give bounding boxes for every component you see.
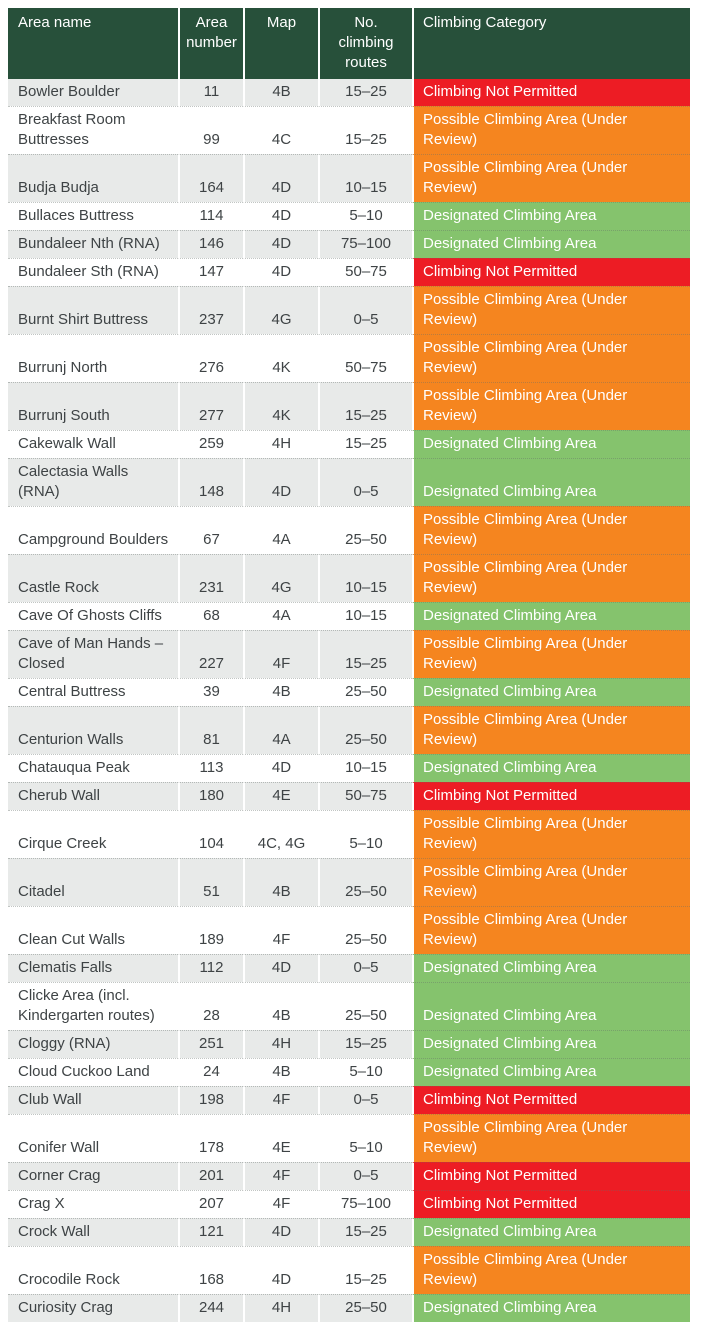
area-name-cell: Crock Wall — [8, 1218, 178, 1246]
area-number-cell: 277 — [178, 382, 243, 430]
routes-cell: 15–25 — [318, 79, 412, 106]
area-name-cell: Castle Rock — [8, 554, 178, 602]
routes-cell: 25–50 — [318, 706, 412, 754]
map-cell: 4F — [243, 630, 318, 678]
area-number-cell: 146 — [178, 230, 243, 258]
table-row — [8, 258, 690, 286]
category-cell: Possible Climbing Area (Under Review) — [412, 554, 690, 602]
area-number-cell: 259 — [178, 430, 243, 458]
routes-cell: 25–50 — [318, 506, 412, 554]
table-row — [8, 602, 690, 630]
table-row — [8, 1114, 690, 1162]
routes-cell: 10–15 — [318, 602, 412, 630]
table-row — [8, 458, 690, 506]
table-row — [8, 754, 690, 782]
routes-cell: 10–15 — [318, 754, 412, 782]
area-number-cell: 68 — [178, 602, 243, 630]
routes-cell: 15–25 — [318, 1218, 412, 1246]
map-cell: 4B — [243, 858, 318, 906]
header-row — [8, 8, 690, 79]
category-cell: Designated Climbing Area — [412, 1058, 690, 1086]
area-name-cell: Crag X — [8, 1190, 178, 1218]
category-cell: Possible Climbing Area (Under Review) — [412, 906, 690, 954]
table-row — [8, 906, 690, 954]
area-name-cell: Cave Of Ghosts Cliffs — [8, 602, 178, 630]
map-cell: 4D — [243, 1218, 318, 1246]
table-row — [8, 630, 690, 678]
map-cell: 4E — [243, 1114, 318, 1162]
routes-cell: 5–10 — [318, 1058, 412, 1086]
table-row — [8, 334, 690, 382]
area-number-cell: 164 — [178, 154, 243, 202]
area-name-cell: Clematis Falls — [8, 954, 178, 982]
table-row — [8, 202, 690, 230]
map-cell: 4C, 4G — [243, 810, 318, 858]
category-cell: Possible Climbing Area (Under Review) — [412, 630, 690, 678]
map-cell: 4A — [243, 706, 318, 754]
table-row — [8, 1190, 690, 1218]
map-cell: 4F — [243, 1162, 318, 1190]
col-header-area-name: Area name — [8, 8, 178, 79]
category-cell: Designated Climbing Area — [412, 1294, 690, 1322]
area-name-cell: Breakfast Room Buttresses — [8, 106, 178, 154]
area-number-cell: 51 — [178, 858, 243, 906]
table-row — [8, 678, 690, 706]
category-cell: Designated Climbing Area — [412, 1218, 690, 1246]
routes-cell: 0–5 — [318, 954, 412, 982]
area-name-cell: Calectasia Walls (RNA) — [8, 458, 178, 506]
area-number-cell: 227 — [178, 630, 243, 678]
map-cell: 4D — [243, 458, 318, 506]
map-cell: 4D — [243, 202, 318, 230]
area-name-cell: Central Buttress — [8, 678, 178, 706]
routes-cell: 25–50 — [318, 858, 412, 906]
routes-cell: 75–100 — [318, 230, 412, 258]
routes-cell: 50–75 — [318, 258, 412, 286]
area-name-cell: Club Wall — [8, 1086, 178, 1114]
category-cell: Designated Climbing Area — [412, 430, 690, 458]
map-cell: 4B — [243, 982, 318, 1030]
table-row — [8, 154, 690, 202]
area-number-cell: 189 — [178, 906, 243, 954]
table-row — [8, 506, 690, 554]
area-name-cell: Corner Crag — [8, 1162, 178, 1190]
map-cell: 4A — [243, 506, 318, 554]
area-name-cell: Campground Boulders — [8, 506, 178, 554]
table-row — [8, 230, 690, 258]
category-cell: Designated Climbing Area — [412, 954, 690, 982]
map-cell: 4E — [243, 782, 318, 810]
map-cell: 4K — [243, 382, 318, 430]
map-cell: 4A — [243, 602, 318, 630]
table-row — [8, 1030, 690, 1058]
routes-cell: 0–5 — [318, 1162, 412, 1190]
category-cell: Designated Climbing Area — [412, 458, 690, 506]
area-number-cell: 114 — [178, 202, 243, 230]
area-number-cell: 180 — [178, 782, 243, 810]
map-cell: 4D — [243, 154, 318, 202]
area-name-cell: Cloud Cuckoo Land — [8, 1058, 178, 1086]
area-name-cell: Clicke Area (incl. Kindergarten routes) — [8, 982, 178, 1030]
area-number-cell: 148 — [178, 458, 243, 506]
category-cell: Possible Climbing Area (Under Review) — [412, 382, 690, 430]
category-cell: Climbing Not Permitted — [412, 79, 690, 106]
col-header-map: Map — [243, 8, 318, 79]
routes-cell: 15–25 — [318, 1030, 412, 1058]
category-cell: Possible Climbing Area (Under Review) — [412, 106, 690, 154]
category-cell: Possible Climbing Area (Under Review) — [412, 1114, 690, 1162]
map-cell: 4D — [243, 1246, 318, 1294]
routes-cell: 15–25 — [318, 382, 412, 430]
area-number-cell: 178 — [178, 1114, 243, 1162]
map-cell: 4K — [243, 334, 318, 382]
area-name-cell: Bundaleer Nth (RNA) — [8, 230, 178, 258]
map-cell: 4H — [243, 1030, 318, 1058]
area-number-cell: 231 — [178, 554, 243, 602]
table-body — [8, 79, 690, 1322]
area-number-cell: 81 — [178, 706, 243, 754]
col-header-climbing-category: Climbing Category — [412, 8, 690, 79]
category-cell: Possible Climbing Area (Under Review) — [412, 286, 690, 334]
area-number-cell: 24 — [178, 1058, 243, 1086]
category-cell: Climbing Not Permitted — [412, 1162, 690, 1190]
table-row — [8, 1246, 690, 1294]
area-name-cell: Crocodile Rock — [8, 1246, 178, 1294]
category-cell: Climbing Not Permitted — [412, 782, 690, 810]
category-cell: Possible Climbing Area (Under Review) — [412, 706, 690, 754]
map-cell: 4G — [243, 286, 318, 334]
table-row — [8, 1162, 690, 1190]
category-cell: Designated Climbing Area — [412, 202, 690, 230]
routes-cell: 25–50 — [318, 906, 412, 954]
map-cell: 4B — [243, 79, 318, 106]
col-header-area-number: Area number — [178, 8, 243, 79]
map-cell: 4F — [243, 1086, 318, 1114]
table-row — [8, 1294, 690, 1322]
routes-cell: 75–100 — [318, 1190, 412, 1218]
routes-cell: 10–15 — [318, 554, 412, 602]
map-cell: 4F — [243, 1190, 318, 1218]
category-cell: Possible Climbing Area (Under Review) — [412, 154, 690, 202]
table-header — [8, 8, 690, 79]
table-row — [8, 1218, 690, 1246]
table-row — [8, 286, 690, 334]
routes-cell: 15–25 — [318, 106, 412, 154]
routes-cell: 25–50 — [318, 1294, 412, 1322]
routes-cell: 25–50 — [318, 982, 412, 1030]
routes-cell: 15–25 — [318, 1246, 412, 1294]
map-cell: 4D — [243, 754, 318, 782]
area-number-cell: 201 — [178, 1162, 243, 1190]
table-row — [8, 954, 690, 982]
routes-cell: 10–15 — [318, 154, 412, 202]
area-name-cell: Bundaleer Sth (RNA) — [8, 258, 178, 286]
table-row — [8, 858, 690, 906]
map-cell: 4B — [243, 678, 318, 706]
area-name-cell: Cloggy (RNA) — [8, 1030, 178, 1058]
map-cell: 4G — [243, 554, 318, 602]
table-row — [8, 782, 690, 810]
area-number-cell: 11 — [178, 79, 243, 106]
area-number-cell: 113 — [178, 754, 243, 782]
routes-cell: 25–50 — [318, 678, 412, 706]
map-cell: 4D — [243, 954, 318, 982]
routes-cell: 0–5 — [318, 1086, 412, 1114]
area-number-cell: 104 — [178, 810, 243, 858]
area-name-cell: Bowler Boulder — [8, 79, 178, 106]
area-name-cell: Cave of Man Hands – Closed — [8, 630, 178, 678]
table-row — [8, 554, 690, 602]
routes-cell: 5–10 — [318, 810, 412, 858]
climbing-areas-table — [8, 8, 690, 1322]
category-cell: Designated Climbing Area — [412, 678, 690, 706]
area-name-cell: Clean Cut Walls — [8, 906, 178, 954]
category-cell: Designated Climbing Area — [412, 1030, 690, 1058]
table-row — [8, 810, 690, 858]
category-cell: Possible Climbing Area (Under Review) — [412, 334, 690, 382]
area-number-cell: 237 — [178, 286, 243, 334]
area-number-cell: 39 — [178, 678, 243, 706]
area-name-cell: Bullaces Buttress — [8, 202, 178, 230]
map-cell: 4B — [243, 1058, 318, 1086]
category-cell: Designated Climbing Area — [412, 982, 690, 1030]
category-cell: Designated Climbing Area — [412, 230, 690, 258]
routes-cell: 15–25 — [318, 630, 412, 678]
area-number-cell: 251 — [178, 1030, 243, 1058]
routes-cell: 50–75 — [318, 782, 412, 810]
area-name-cell: Centurion Walls — [8, 706, 178, 754]
map-cell: 4H — [243, 430, 318, 458]
routes-cell: 15–25 — [318, 430, 412, 458]
area-name-cell: Burnt Shirt Buttress — [8, 286, 178, 334]
area-number-cell: 168 — [178, 1246, 243, 1294]
area-name-cell: Budja Budja — [8, 154, 178, 202]
area-name-cell: Cirque Creek — [8, 810, 178, 858]
table-row — [8, 430, 690, 458]
routes-cell: 0–5 — [318, 458, 412, 506]
area-name-cell: Cherub Wall — [8, 782, 178, 810]
category-cell: Possible Climbing Area (Under Review) — [412, 506, 690, 554]
table-row — [8, 382, 690, 430]
area-number-cell: 276 — [178, 334, 243, 382]
category-cell: Climbing Not Permitted — [412, 1086, 690, 1114]
area-name-cell: Cakewalk Wall — [8, 430, 178, 458]
category-cell: Climbing Not Permitted — [412, 258, 690, 286]
table-row — [8, 106, 690, 154]
category-cell: Climbing Not Permitted — [412, 1190, 690, 1218]
area-number-cell: 147 — [178, 258, 243, 286]
area-name-cell: Burrunj South — [8, 382, 178, 430]
map-cell: 4H — [243, 1294, 318, 1322]
area-name-cell: Curiosity Crag — [8, 1294, 178, 1322]
table-row — [8, 1058, 690, 1086]
area-name-cell: Citadel — [8, 858, 178, 906]
area-number-cell: 198 — [178, 1086, 243, 1114]
table-row — [8, 79, 690, 106]
routes-cell: 50–75 — [318, 334, 412, 382]
routes-cell: 0–5 — [318, 286, 412, 334]
area-number-cell: 28 — [178, 982, 243, 1030]
area-name-cell: Chatauqua Peak — [8, 754, 178, 782]
routes-cell: 5–10 — [318, 202, 412, 230]
area-number-cell: 121 — [178, 1218, 243, 1246]
area-number-cell: 99 — [178, 106, 243, 154]
routes-cell: 5–10 — [318, 1114, 412, 1162]
category-cell: Designated Climbing Area — [412, 754, 690, 782]
area-name-cell: Conifer Wall — [8, 1114, 178, 1162]
col-header-climbing-routes: No. climbing routes — [318, 8, 412, 79]
table-row — [8, 706, 690, 754]
area-name-cell: Burrunj North — [8, 334, 178, 382]
area-number-cell: 112 — [178, 954, 243, 982]
category-cell: Possible Climbing Area (Under Review) — [412, 810, 690, 858]
category-cell: Possible Climbing Area (Under Review) — [412, 858, 690, 906]
category-cell: Designated Climbing Area — [412, 602, 690, 630]
map-cell: 4F — [243, 906, 318, 954]
table-row — [8, 1086, 690, 1114]
map-cell: 4C — [243, 106, 318, 154]
area-number-cell: 67 — [178, 506, 243, 554]
map-cell: 4D — [243, 258, 318, 286]
map-cell: 4D — [243, 230, 318, 258]
area-number-cell: 207 — [178, 1190, 243, 1218]
area-number-cell: 244 — [178, 1294, 243, 1322]
category-cell: Possible Climbing Area (Under Review) — [412, 1246, 690, 1294]
